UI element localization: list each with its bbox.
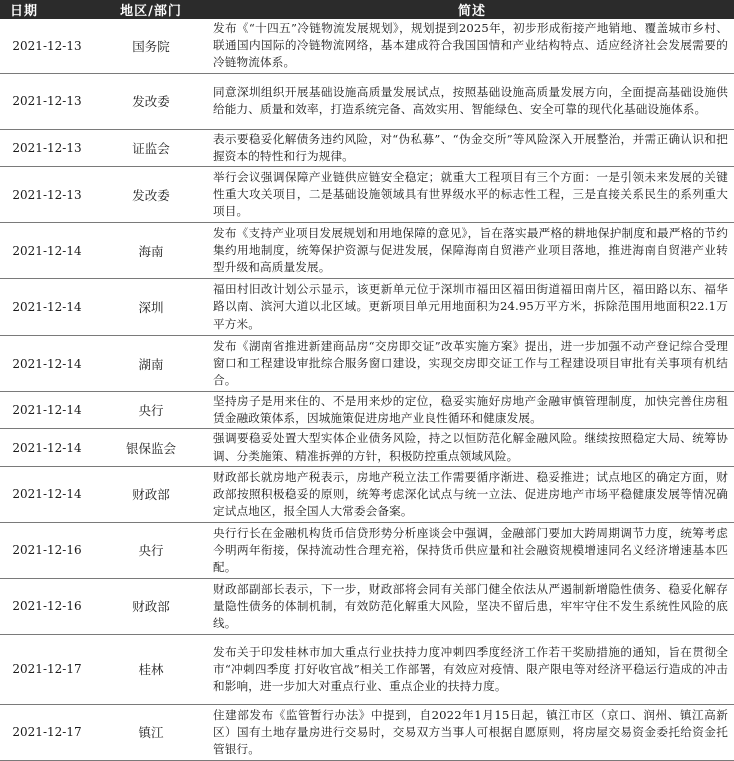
row-summary: 住建部发布《监管暂行办法》中提到，自2022年1月15日起，镇江市区（京口、润州、镇江高新区）国有土地存量房进行交易时，交易双方当事人可根据自愿原则，将房屋交易资金委托给资金托管银行。 bbox=[210, 704, 734, 760]
row-summary: 央行行长在金融机构货币信贷形势分析座谈会中强调，金融部门要加大跨周期调节力度，统筹考虑今明两年衔接，保持流动性合理充裕，保持货币供应量和社会融资规模增速同名义经济增速基本匹配。 bbox=[210, 522, 734, 578]
table-row bbox=[0, 522, 734, 578]
table-row bbox=[0, 279, 734, 336]
row-date: 2021-12-14 bbox=[0, 429, 92, 466]
row-summary: 发布《湖南省推进新建商品房“交房即交证”改革实施方案》提出，进一步加强不动产登记综合受理窗口和工程建设审批综合服务窗口建设，实现交房即交证工作与工程建设项目审批有关事项有机结合。 bbox=[210, 336, 734, 392]
row-date: 2021-12-17 bbox=[0, 634, 92, 704]
row-region: 银保监会 bbox=[92, 429, 210, 466]
row-date: 2021-12-14 bbox=[0, 466, 92, 522]
table-header-row bbox=[0, 0, 734, 19]
row-summary: 发布《“十四五”冷链物流发展规划》，规划提到2025年，初步形成衔接产地销地、覆盖城市乡村、联通国内国际的冷链物流网络，基本建成符合我国国情和产业结构特点、适应经济社会发展需要的冷链物流体系。 bbox=[210, 19, 734, 73]
row-summary: 坚持房子是用来住的、不是用来炒的定位，稳妥实施好房地产金融审慎管理制度，加快完善住房租赁金融政策体系，因城施策促进房地产业良性循环和健康发展。 bbox=[210, 392, 734, 429]
row-region: 深圳 bbox=[92, 279, 210, 336]
table-row bbox=[0, 129, 734, 166]
table-row bbox=[0, 392, 734, 429]
row-region: 财政部 bbox=[92, 578, 210, 634]
row-date: 2021-12-17 bbox=[0, 704, 92, 760]
table-row bbox=[0, 167, 734, 223]
row-date: 2021-12-16 bbox=[0, 578, 92, 634]
row-summary: 发布关于印发桂林市加大重点行业扶持力度冲刺四季度经济工作若干奖励措施的通知，旨在贯彻全市“冲刺四季度 打好收官战”相关工作部署，有效应对疫情、限产限电等对经济平稳运行造成的冲击和影响，进一步加大对重点行业、重点企业的扶持力度。 bbox=[210, 634, 734, 704]
row-region: 财政部 bbox=[92, 466, 210, 522]
row-date: 2021-12-13 bbox=[0, 73, 92, 129]
row-summary: 发布《支持产业项目发展规划和用地保障的意见》，旨在落实最严格的耕地保护制度和最严格的节约集约用地制度，统筹保护资源与促进发展，保障海南自贸港产业项目落地，推进海南自贸港产业转型升级和高质量发展。 bbox=[210, 223, 734, 279]
row-date: 2021-12-13 bbox=[0, 167, 92, 223]
row-summary: 福田村旧改计划公示显示，该更新单元位于深圳市福田区福田街道福田南片区，福田路以东、福华路以南、滨河大道以北区域。更新项目单元用地面积为24.95万平方米，拆除范围用地面积22.1万平方米。 bbox=[210, 279, 734, 336]
row-date: 2021-12-14 bbox=[0, 336, 92, 392]
row-region: 国务院 bbox=[92, 19, 210, 73]
row-region: 海南 bbox=[92, 223, 210, 279]
table-row bbox=[0, 578, 734, 634]
row-summary: 强调要稳妥处置大型实体企业债务风险，持之以恒防范化解金融风险。继续按照稳定大局、统筹协调、分类施策、精准拆弹的方针，积极防控重点领域风险。 bbox=[210, 429, 734, 466]
row-summary: 举行会议强调保障产业链供应链安全稳定；就重大工程项目有三个方面：一是引领未来发展的关键性重大攻关项目，二是基础设施领域具有世界级水平的标志性工程，三是直接关系民生的系列重大项目。 bbox=[210, 167, 734, 223]
row-date: 2021-12-13 bbox=[0, 19, 92, 73]
row-summary: 财政部长就房地产税表示，房地产税立法工作需要循序渐进、稳妥推进；试点地区的确定方面，财政部按照积极稳妥的原则，统筹考虑深化试点与统一立法、促进房地产市场平稳健康发展等情况确定试点地区，报全国人大常委会备案。 bbox=[210, 466, 734, 522]
row-region: 发改委 bbox=[92, 73, 210, 129]
table-row bbox=[0, 336, 734, 392]
table-row bbox=[0, 73, 734, 129]
row-date: 2021-12-14 bbox=[0, 392, 92, 429]
table-row bbox=[0, 634, 734, 704]
row-region: 央行 bbox=[92, 522, 210, 578]
header-region: 地区/部门 bbox=[92, 0, 210, 19]
row-date: 2021-12-16 bbox=[0, 522, 92, 578]
row-region: 湖南 bbox=[92, 336, 210, 392]
row-summary: 同意深圳组织开展基础设施高质量发展试点，按照基础设施高质量发展方向，全面提高基础设施供给能力、质量和效率，打造系统完备、高效实用、智能绿色、安全可靠的现代化基础设施体系。 bbox=[210, 73, 734, 129]
row-region: 央行 bbox=[92, 392, 210, 429]
row-region: 桂林 bbox=[92, 634, 210, 704]
table-row bbox=[0, 19, 734, 73]
row-region: 镇江 bbox=[92, 704, 210, 760]
row-region: 发改委 bbox=[92, 167, 210, 223]
table-row bbox=[0, 429, 734, 466]
table-row bbox=[0, 704, 734, 760]
row-date: 2021-12-14 bbox=[0, 279, 92, 336]
row-date: 2021-12-13 bbox=[0, 129, 92, 166]
header-summary: 简述 bbox=[210, 0, 734, 19]
row-date: 2021-12-14 bbox=[0, 223, 92, 279]
table-row bbox=[0, 466, 734, 522]
table-row bbox=[0, 223, 734, 279]
row-summary: 表示要稳妥化解债务违约风险，对“伪私募”、“伪金交所”等风险深入开展整治，并需正确认识和把握资本的特性和行为规律。 bbox=[210, 129, 734, 166]
row-summary: 财政部副部长表示，下一步，财政部将会同有关部门健全依法从严遏制新增隐性债务、稳妥化解存量隐性债务的体制机制，有效防范化解重大风险，坚决不留后患，牢牢守住不发生系统性风险的底线。 bbox=[210, 578, 734, 634]
row-region: 证监会 bbox=[92, 129, 210, 166]
header-date: 日期 bbox=[0, 0, 92, 19]
